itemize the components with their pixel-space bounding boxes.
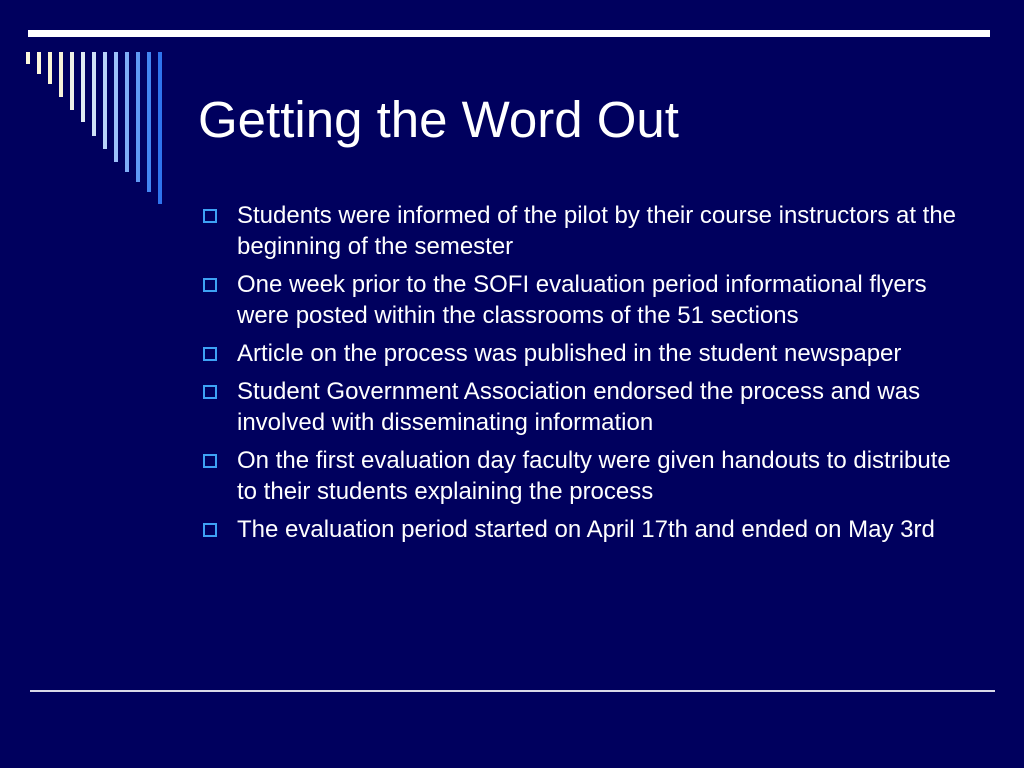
stripe bbox=[147, 52, 151, 192]
bullet-list bbox=[200, 200, 970, 552]
stripe bbox=[136, 52, 140, 182]
bullet-text: Article on the process was published in the student newspaper bbox=[237, 340, 902, 367]
stripe bbox=[125, 52, 129, 172]
bullet-item bbox=[200, 200, 970, 262]
hollow-square-bullet-icon bbox=[203, 454, 217, 468]
bullet-item bbox=[200, 376, 970, 438]
stripe bbox=[37, 52, 41, 74]
stripe bbox=[81, 52, 85, 122]
hollow-square-bullet-icon bbox=[203, 209, 217, 223]
bullet-item bbox=[200, 338, 970, 369]
stripe bbox=[26, 52, 30, 64]
bullet-text: The evaluation period started on April 17th and ended on May 3rd bbox=[237, 516, 935, 543]
bullet-item bbox=[200, 514, 970, 545]
decorative-stripes bbox=[0, 0, 180, 220]
bullet-item bbox=[200, 445, 970, 507]
stripe bbox=[59, 52, 63, 97]
hollow-square-bullet-icon bbox=[203, 523, 217, 537]
stripe bbox=[103, 52, 107, 149]
stripe bbox=[114, 52, 118, 162]
stripe bbox=[48, 52, 52, 84]
bullet-text: On the first evaluation day faculty were given handouts to distribute to their students explaining the process bbox=[237, 447, 951, 505]
stripe bbox=[158, 52, 162, 204]
hollow-square-bullet-icon bbox=[203, 385, 217, 399]
bullet-item bbox=[200, 269, 970, 331]
bullet-text: One week prior to the SOFI evaluation period informational flyers were posted within the classrooms of the 51 sections bbox=[237, 271, 927, 329]
hollow-square-bullet-icon bbox=[203, 278, 217, 292]
bottom-rule-divider bbox=[30, 690, 995, 692]
stripe bbox=[92, 52, 96, 136]
slide-title: Getting the Word Out bbox=[198, 91, 679, 148]
bullet-text: Students were informed of the pilot by their course instructors at the beginning of the semester bbox=[237, 202, 957, 260]
stripe bbox=[70, 52, 74, 110]
hollow-square-bullet-icon bbox=[203, 347, 217, 361]
bullet-text: Student Government Association endorsed the process and was involved with disseminating information bbox=[237, 378, 921, 436]
